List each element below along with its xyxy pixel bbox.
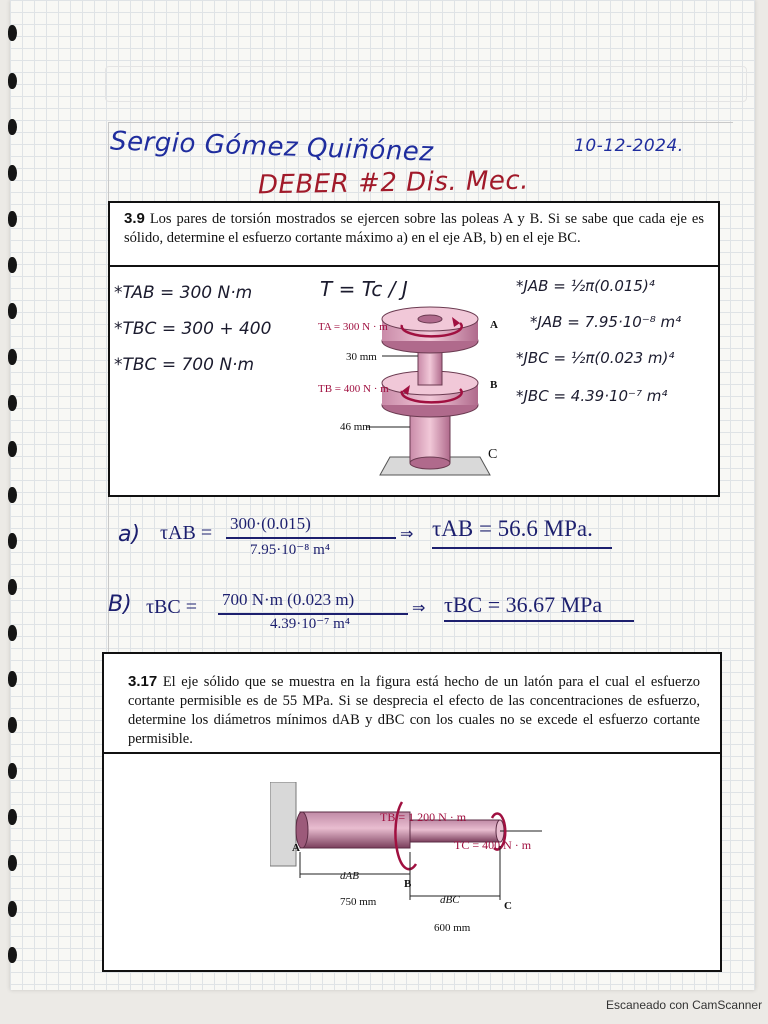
problem-3-9-number: 3.9 <box>124 210 145 227</box>
fig-label-c-317: C <box>504 900 512 912</box>
problem-3-17-number: 3.17 <box>128 673 158 690</box>
fig-label-30mm: 30 mm <box>346 351 377 363</box>
problem-3-9-box <box>108 201 720 497</box>
note-jbc-formula: *JBC = ½π(0.023 m)⁴ <box>516 349 675 367</box>
note-jbc-value: *JBC = 4.39·10⁻⁷ m⁴ <box>516 387 668 405</box>
fig-label-dab: dAB <box>340 870 359 882</box>
fig-label-tb: TB = 400 N · m <box>318 383 389 395</box>
solution-b-lhs: τBC = <box>146 596 197 618</box>
problem-3-17-box <box>102 652 722 972</box>
scanner-watermark: Escaneado con CamScanner <box>606 998 763 1012</box>
fig-label-b-317: B <box>404 878 412 890</box>
fig-label-a-317: A <box>292 842 300 854</box>
fig-label-b: B <box>490 379 498 391</box>
fig-label-46mm: 46 mm <box>340 421 371 433</box>
solution-b-label: B) <box>108 592 132 617</box>
solution-a-numerator: 300·(0.015) <box>230 514 311 533</box>
fig-label-a: A <box>490 319 498 331</box>
note-jab-value: *JAB = 7.95·10⁻⁸ m⁴ <box>530 313 682 331</box>
date: 10-12-2024. <box>574 136 684 156</box>
problem-3-17-statement <box>128 672 700 749</box>
problem-3-9-text: Los pares de torsión mostrados se ejercen sobre las poleas A y B. Si se sabe que cada eje es sólido, determine el esfuerzo cortante máximo a) en el eje AB, b) en el eje BC. <box>124 211 704 246</box>
solution-a-denominator: 7.95·10⁻⁸ m⁴ <box>250 542 331 558</box>
solution-b-denominator: 4.39·10⁻⁷ m⁴ <box>270 616 351 632</box>
note-tbc-sum: *TBC = 300 + 400 <box>114 319 272 339</box>
fig-label-c: C <box>488 447 498 462</box>
fig-label-tc-317: TC = 400 N · m <box>454 838 532 852</box>
fig-label-ta: TA = 300 N · m <box>318 321 388 333</box>
spiral-binding <box>8 15 22 1005</box>
author-name: Sergio Gómez Quiñónez <box>109 126 434 168</box>
problem-3-17-divider <box>104 752 720 754</box>
solution-b-result: τBC = 36.67 MPa <box>444 592 603 617</box>
note-tab: *TAB = 300 N·m <box>114 283 253 303</box>
note-tbc: *TBC = 700 N·m <box>114 355 255 375</box>
solution-a-implies: ⇒ <box>400 526 414 543</box>
torsion-formula: T = Tc / J <box>320 277 408 301</box>
problem-3-17-text: El eje sólido que se muestra en la figura está hecho de un latón para el cual el esfuerzo cortante permisible es de 55 MPa. Si se desprecia el efecto de las concentraciones de esfuerzo, determine los diámetros mínimos dAB y dBC con los cuales no se excede el esfuerzo cortante permisible. <box>128 674 701 747</box>
solution-a-fraction-bar <box>226 537 396 539</box>
solution-a-label: a) <box>118 522 141 547</box>
faint-header-box <box>105 66 747 102</box>
problem-3-9-statement <box>124 209 704 248</box>
solution-b-underline <box>444 620 634 622</box>
solution-b-implies: ⇒ <box>412 600 426 617</box>
solution-a-result: τAB = 56.6 MPa. <box>432 516 593 541</box>
problem-3-9-divider <box>110 265 718 267</box>
note-jab-formula: *JAB = ½π(0.015)⁴ <box>516 277 655 295</box>
fig-label-dbc: dBC <box>440 894 460 906</box>
fig-label-600mm: 600 mm <box>434 922 471 934</box>
solution-a-underline <box>432 547 612 549</box>
fig-label-tb-317: TB = 1 200 N · m <box>380 810 467 824</box>
solution-a-lhs: τAB = <box>160 522 213 544</box>
homework-title: DEBER #2 Dis. Mec. <box>257 165 530 201</box>
fig-label-750mm: 750 mm <box>340 896 377 908</box>
solution-b-numerator: 700 N·m (0.023 m) <box>222 590 355 609</box>
